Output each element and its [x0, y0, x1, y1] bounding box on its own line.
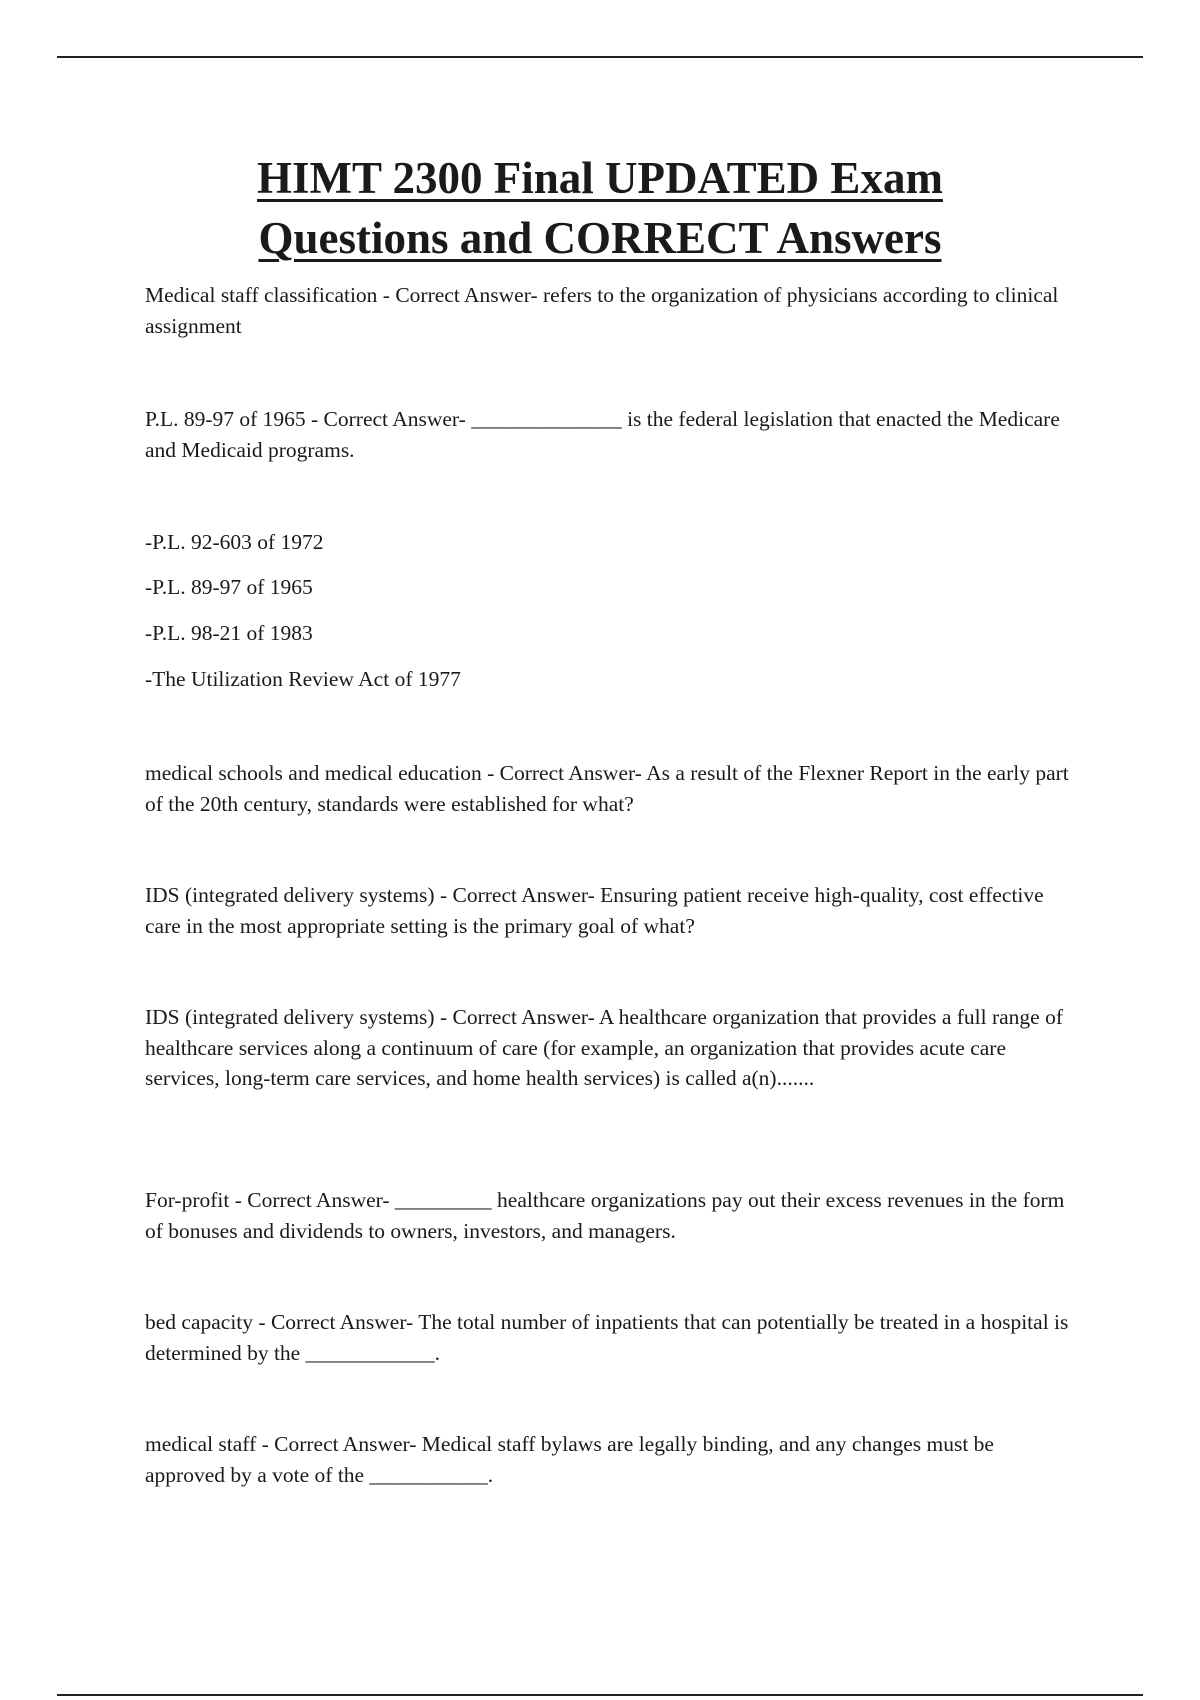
qa-entry: IDS (integrated delivery systems) - Correct Answer- Ensuring patient receive high-quality, cost effective care in the most appropriate setting is the primary goal of what?: [145, 883, 1044, 938]
page-title: [0, 148, 1200, 268]
qa-entry: medical schools and medical education - Correct Answer- As a result of the Flexner Report in the early part of the 20th century, standards were established for what?: [145, 761, 1069, 816]
page-title-line-1: HIMT 2300 Final UPDATED Exam: [257, 153, 943, 203]
qa-entry: bed capacity - Correct Answer- The total number of inpatients that can potentially be treated in a hospital is determined by the ____________.: [145, 1310, 1069, 1365]
list-item: -P.L. 92-603 of 1972: [145, 530, 324, 554]
bottom-rule: [57, 1694, 1143, 1696]
qa-entry: medical staff - Correct Answer- Medical staff bylaws are legally binding, and any changes must be approved by a vote of the ___________.: [145, 1432, 994, 1487]
qa-entry: Medical staff classification - Correct Answer- refers to the organization of physicians according to clinical assignment: [145, 283, 1059, 338]
top-rule: [57, 56, 1143, 58]
page-title-line-2: Questions and CORRECT Answers: [258, 213, 942, 263]
list-item: -P.L. 89-97 of 1965: [145, 575, 313, 599]
qa-entry: P.L. 89-97 of 1965 - Correct Answer- ______________ is the federal legislation that enacted the Medicare and Medicaid programs.: [145, 407, 1060, 462]
list-item: -The Utilization Review Act of 1977: [145, 667, 461, 691]
list-item: -P.L. 98-21 of 1983: [145, 621, 313, 645]
qa-entry: For-profit - Correct Answer- _________ healthcare organizations pay out their excess revenues in the form of bonuses and dividends to owners, investors, and managers.: [145, 1188, 1065, 1243]
qa-entry: IDS (integrated delivery systems) - Correct Answer- A healthcare organization that provides a full range of healthcare services along a continuum of care (for example, an organization that provides acute care services, long-term care services, and home health services) is called a(n).......: [145, 1005, 1064, 1090]
